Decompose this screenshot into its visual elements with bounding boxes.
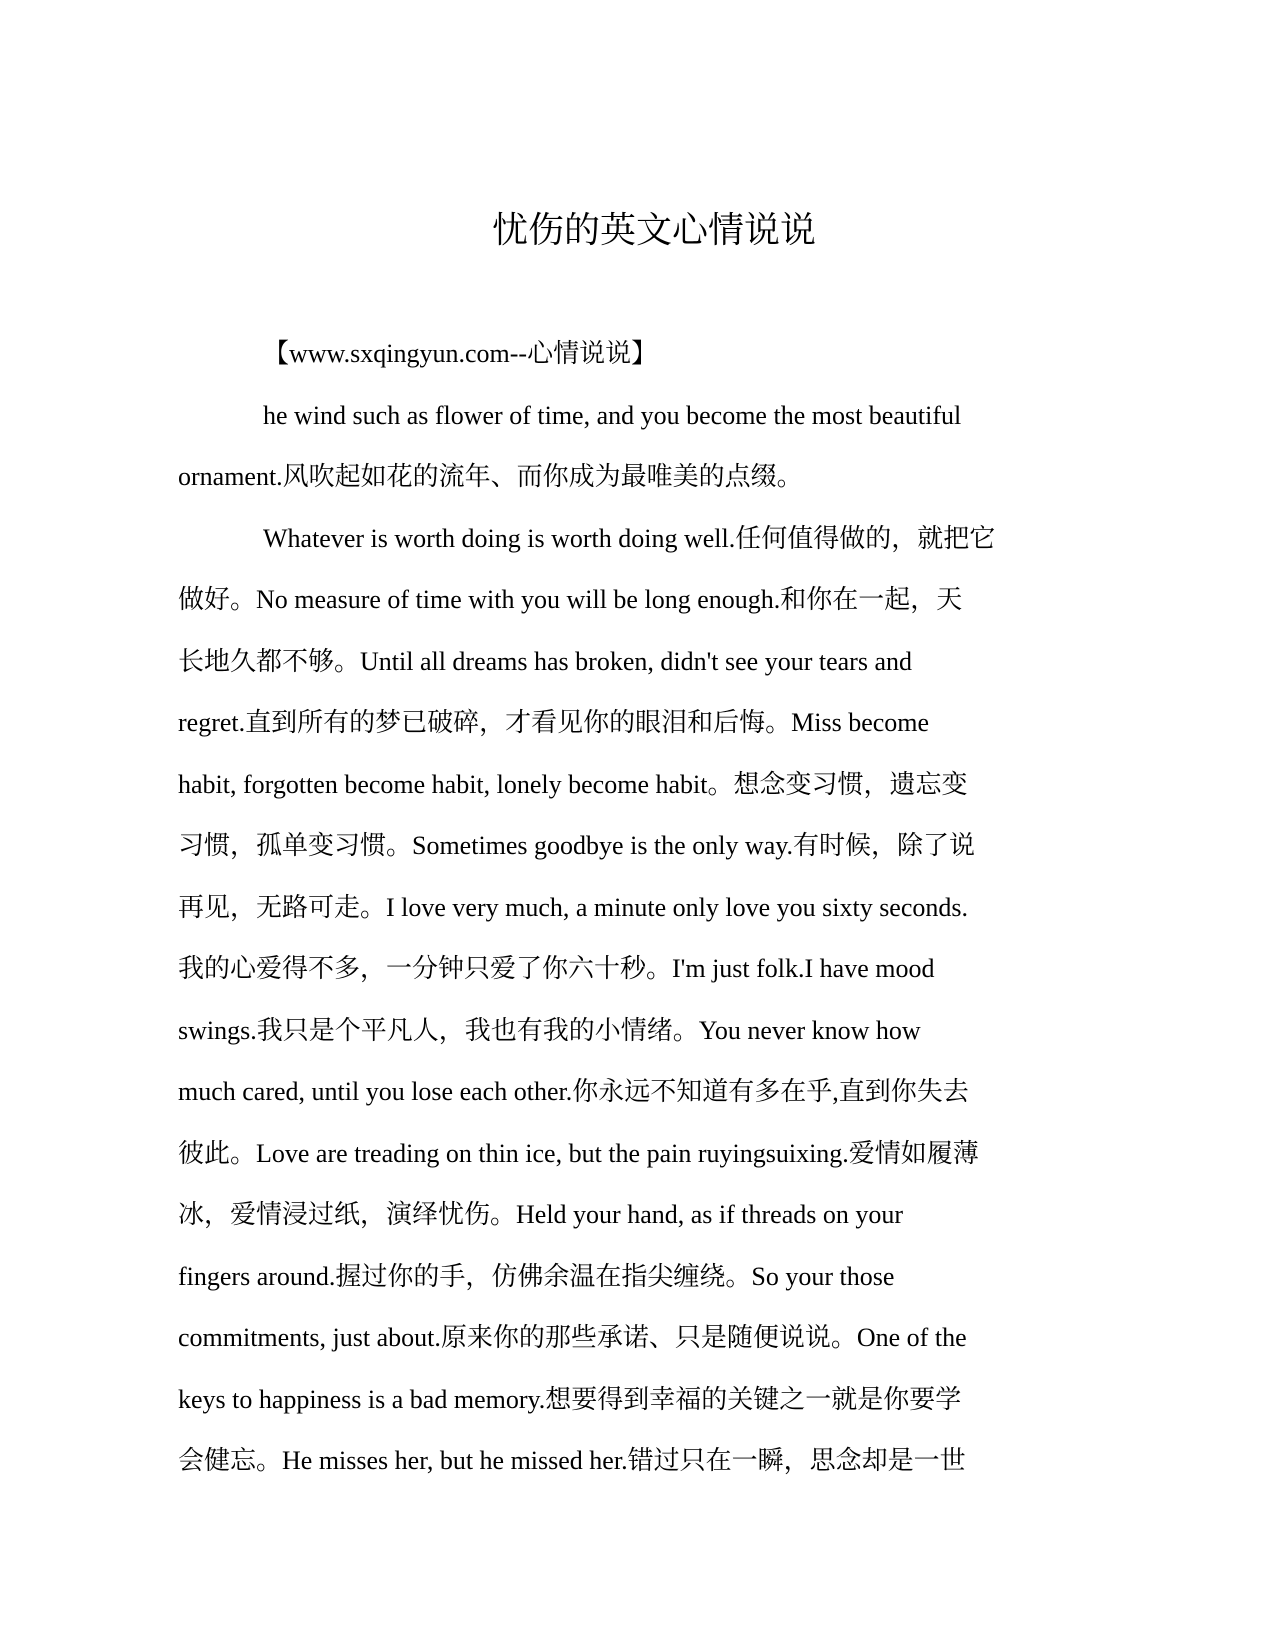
text-line-p2-l7: 再见，无路可走。I love very much, a minute only love you sixty seconds. [178,892,969,922]
document-body [178,323,1080,1492]
text-line-p2-l11: 彼此。Love are treading on thin ice, but the pain ruyingsuixing.爱情如履薄 [178,1138,979,1168]
paragraphs-container [178,385,1080,1492]
text-line-p2-l14: commitments, just about.原来你的那些承诺、只是随便说说。One of the [178,1323,967,1352]
text-line-p2-l16: 会健忘。He misses her, but he missed her.错过只在一瞬，思念却是一世 [178,1446,966,1475]
text-line-p2-l15: keys to happiness is a bad memory.想要得到幸福的关键之一就是你要学 [178,1384,962,1414]
text-line-p2-l6: 习惯，孤单变习惯。Sometimes goodbye is the only way.有时候，除了说 [178,831,976,860]
text-line-p2-l5: habit, forgotten become habit, lonely become habit。想念变习惯，遗忘变 [178,769,968,799]
text-line-p2-l4: regret.直到所有的梦已破碎，才看见你的眼泪和后悔。Miss become [178,708,930,737]
text-line-p2-l3: 长地久都不够。Until all dreams has broken, didn't see your tears and [178,646,912,676]
source-attribution-line: 【www.sxqingyun.com--心情说说】 [263,339,658,368]
text-line-p2-l2: 做好。No measure of time with you will be long enough.和你在一起，天 [178,585,963,614]
text-line-p2-l13: fingers around.握过你的手，仿佛余温在指尖缠绕。So your those [178,1261,895,1291]
text-line-p2-l8: 我的心爱得不多，一分钟只爱了你六十秒。I'm just folk.I have mood [178,954,935,983]
text-line-p2-l10: much cared, until you lose each other.你永远不知道有多在乎,直到你失去 [178,1077,969,1106]
text-line-p2-l1: Whatever is worth doing is worth doing well.任何值得做的，就把它 [263,523,996,553]
page-title: 忧伤的英文心情说说 [491,210,816,251]
text-line-p2-l9: swings.我只是个平凡人，我也有我的小情绪。You never know how [178,1015,921,1045]
text-line-p1-l1: he wind such as flower of time, and you become the most beautiful [263,400,962,430]
text-line-p1-l2: ornament.风吹起如花的流年、而你成为最唯美的点缀。 [178,462,803,491]
text-line-p2-l12: 冰，爱情浸过纸，演绎忧伤。Held your hand, as if threads on your [178,1200,904,1229]
